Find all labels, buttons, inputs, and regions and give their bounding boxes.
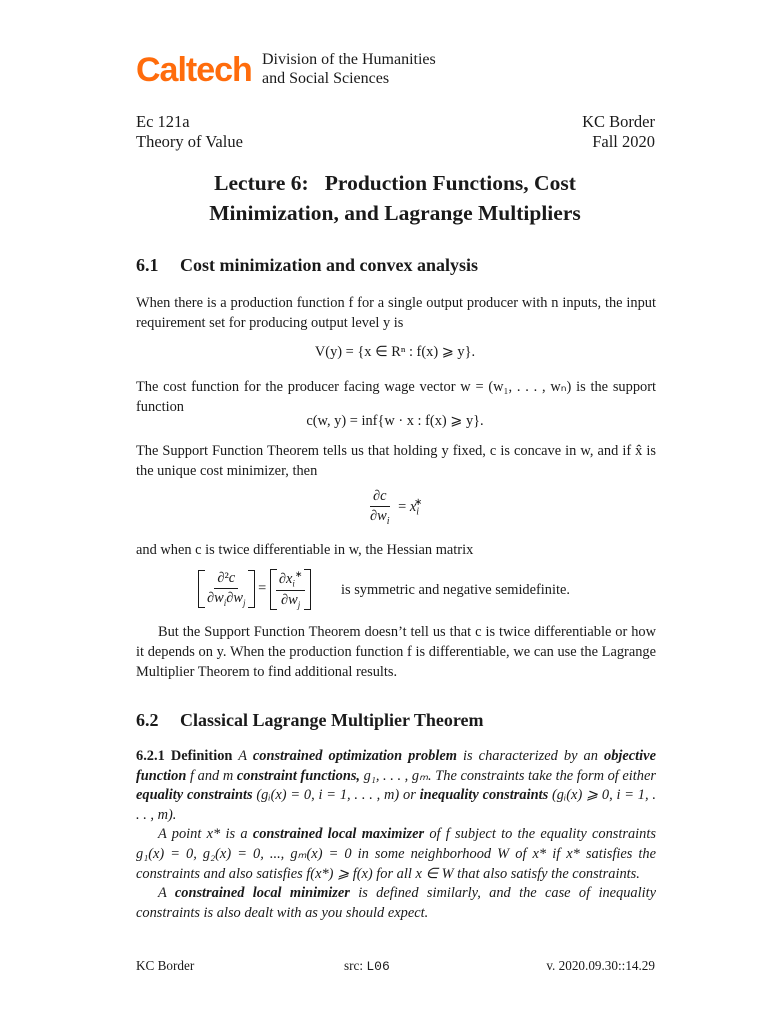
footer-source: src: L06 — [344, 958, 390, 974]
course-title: Theory of Value — [136, 132, 243, 151]
equation-shephard-lemma: $\frac{\partial c}{\partial w_i}$ = $x_i^∗$ — [370, 488, 423, 527]
title-line-1: Lecture 6: Production Functions, Cost — [214, 171, 576, 195]
term-constrained-local-minimizer: constrained local minimizer — [174, 885, 350, 902]
definition-paragraph-2: A point x* is a constrained local maximizer of f subject to the equality constraints g₁(x) = 0, g₂(x) = 0, ..., gₘ(x) = 0 in some neighborhood W of x* if x* satisfies the constraints and also satisfies f(x*) ⩾ f(x) for all x ∈ W that also satisfy the constraints. — [136, 826, 656, 882]
section-heading-6-2 — [136, 710, 484, 731]
paragraph-support-function: The Support Function Theorem tells us that holding y fixed, c is concave in w, and if x̂ is the unique cost minimizer, then — [136, 443, 656, 479]
division-name — [262, 50, 436, 88]
section-heading-6-1 — [136, 255, 478, 276]
paragraph-hessian: and when c is twice differentiable in w, the Hessian matrix — [136, 542, 474, 558]
footer-version: v. 2020.09.30::14.29 — [546, 958, 655, 973]
author-info — [582, 112, 655, 152]
title-line-2: Minimization, and Lagrange Multipliers — [209, 201, 581, 225]
section-title: Classical Lagrange Multiplier Theorem — [180, 710, 484, 730]
paragraph-but: But the Support Function Theorem doesn’t tell us that c is twice differentiable or how it depends on y. When the production function f is differentiable, we can use the Lagrange Multiplier Theorem to find additional results. — [136, 624, 656, 680]
term: Fall 2020 — [592, 132, 655, 151]
author-name: KC Border — [582, 112, 655, 131]
paragraph-intro: When there is a production function f for a single output producer with n inputs, the input requirement set for producing output level y is — [136, 295, 656, 331]
section-number: 6.1 — [136, 255, 159, 275]
section-number: 6.2 — [136, 710, 159, 730]
term-inequality-constraints: inequality constraints — [419, 787, 549, 804]
definition-paragraph-3: A constrained local minimizer is defined similarly, and the case of inequality constraints is also dealt with as you should expect. — [136, 885, 656, 921]
term-constrained-optimization-problem: constrained optimization problem — [252, 748, 457, 764]
equation-hessian-matrix: $\frac{\text{∂²c}}{\partial w_i\partial w_j}$ = $\frac{\partial x_i^∗}{\partial w_j}$ — [198, 569, 311, 610]
term-constraint-functions: constraint functions, — [236, 767, 361, 784]
hessian-property-text: is symmetric and negative semidefinite. — [341, 582, 570, 598]
definition-paragraph-1: 6.2.1 Definition A constrained optimization problem is characterized by an objective function f and m constraint functions, g₁, . . . , gₘ. The constraints take the form of either equality constraints (gᵢ(x) = 0, i = 1, . . . , m) or inequality constraints (gᵢ(x) ⩾ 0, i = 1, . . . , m). — [136, 748, 657, 823]
term-objective-function: objective function — [136, 748, 656, 784]
lecture-title — [120, 168, 670, 228]
footer-source-file: L06 — [366, 959, 390, 974]
definition-label: 6.2.1 Definition — [136, 748, 233, 764]
section-title: Cost minimization and convex analysis — [180, 255, 479, 275]
division-line-2: and Social Sciences — [262, 70, 390, 87]
definition-6-2-1 — [136, 747, 656, 923]
division-line-1: Division of the Humanities — [262, 51, 436, 68]
course-info — [136, 112, 243, 152]
caltech-logo: Caltech — [136, 51, 252, 89]
paragraph-cost-function: The cost function for the producer facing wage vector w = (w₁, . . . , wₙ) is the support function — [136, 379, 656, 415]
term-equality-constraints: equality constraints — [136, 787, 253, 804]
term-constrained-local-maximizer: constrained local maximizer — [252, 826, 425, 843]
footer-author: KC Border — [136, 958, 195, 973]
equation-cost-function: c(w, y) = inf{w · x : f(x) ⩾ y}. — [306, 413, 484, 429]
equation-input-requirement-set: V(y) = {x ∈ Rⁿ : f(x) ⩾ y}. — [314, 344, 476, 360]
course-number: Ec 121a — [136, 112, 190, 131]
